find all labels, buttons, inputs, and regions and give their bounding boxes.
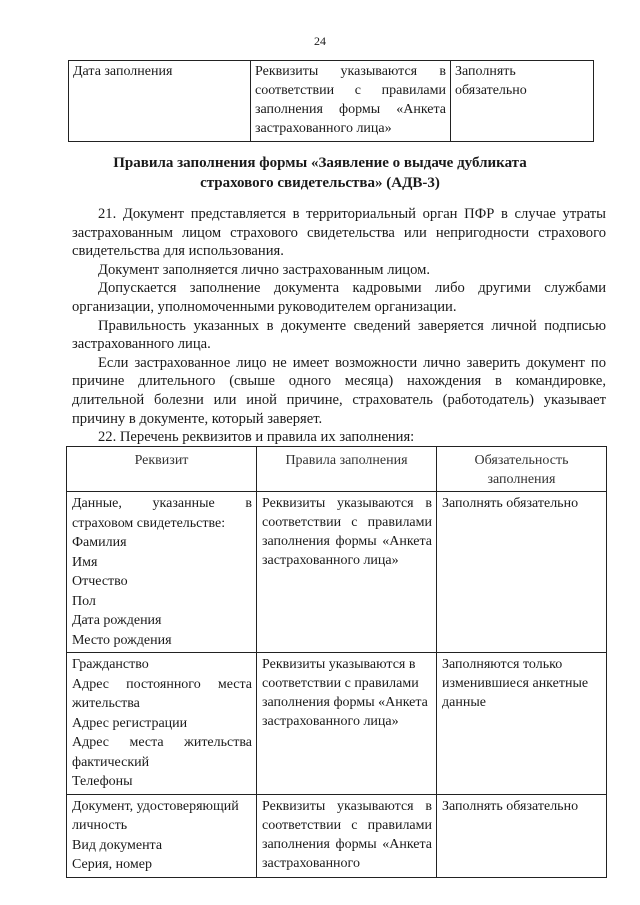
- requisite-item: Гражданство: [72, 657, 149, 672]
- requisite-item: Пол: [72, 593, 96, 609]
- paragraph: 21. Документ представляется в территориальный орган ПФР в случае утраты застрахованным лицом страхового свидетельства или непригодности страхового свидетельства для использования.: [72, 206, 606, 260]
- table-row: [67, 492, 607, 653]
- requisite-item: Серия, номер: [72, 857, 152, 872]
- requisite-item: Адрес постоянного места жительства: [72, 676, 252, 711]
- requisite-item: Адрес регистрации: [72, 715, 188, 731]
- header-rules: Правила заполнения: [257, 447, 437, 492]
- requisite-item: Вид документа: [72, 837, 163, 853]
- page-number: 24: [314, 34, 326, 48]
- section-heading: Правила заполнения формы «Заявление о выдаче дубликата страхового свидетельства» (АДВ-3): [113, 155, 527, 191]
- requisite-item: Адрес места жительства фактический: [72, 735, 252, 770]
- obligation-cell: Заполнять обязательно: [451, 61, 594, 142]
- paragraph: Если застрахованное лицо не имеет возможности лично заверить документ по причине длительного (свыше одного месяца) нахождения в командировке, длительной болезни или иной причине, страхователь (работодатель) указывает причину в документе, который заверяет.: [72, 354, 606, 427]
- requisites-table: [66, 446, 607, 878]
- rules-cell: Реквизиты указываются в соответствии с правилами заполнения формы «Анкета застрахованного лица»: [257, 492, 437, 653]
- requisite-item: Фамилия: [72, 535, 127, 550]
- header-obligation: Обязательность заполнения: [437, 447, 607, 492]
- rules-cell: Реквизиты указываются в соответствии с правилами заполнения формы «Анкета застрахованного лица»: [251, 61, 451, 142]
- requisite-item: Телефоны: [72, 774, 133, 789]
- section-body: [72, 205, 606, 447]
- paragraph: Правильность указанных в документе сведений заверяется личной подписью застрахованного лица.: [72, 317, 606, 353]
- paragraph: 22. Перечень реквизитов и правила их заполнения:: [98, 429, 415, 446]
- table-row: [69, 61, 594, 142]
- requisite-item: Имя: [72, 554, 98, 570]
- header-requisite: Реквизит: [67, 447, 257, 492]
- requisite-cell: [67, 794, 257, 877]
- obligation-cell: Заполнять обязательно: [437, 492, 607, 653]
- requisite-item: Дата рождения: [72, 613, 162, 628]
- obligation-cell: Заполняются только изменившиеся анкетные данные: [437, 653, 607, 795]
- requisite-cell: [67, 653, 257, 795]
- obligation-cell: Заполнять обязательно: [437, 794, 607, 877]
- paragraph: Допускается заполнение документа кадровыми либо другими службами организации, уполномоченными руководителем организации.: [72, 280, 606, 315]
- requisite-item: Отчество: [72, 574, 128, 589]
- paragraph: Документ заполняется лично застрахованным лицом.: [98, 261, 430, 278]
- requisite-lead: Данные, указанные в страховом свидетельстве:: [72, 496, 252, 531]
- table-header-row: [67, 447, 607, 492]
- table-row: [67, 653, 607, 795]
- rules-cell: Реквизиты указываются в соответствии с правилами заполнения формы «Анкета застрахованного: [257, 794, 437, 877]
- requisite-cell: [67, 492, 257, 653]
- rules-cell: Реквизиты указываются в соответствии с правилами заполнения формы «Анкета застрахованного лица»: [257, 653, 437, 795]
- requisite-cell: Дата заполнения: [69, 61, 251, 142]
- requisite-item: Место рождения: [72, 632, 172, 648]
- requisite-item: Документ, удостоверяющий личность: [72, 798, 239, 833]
- table-row: [67, 794, 607, 877]
- top-table: [68, 60, 594, 142]
